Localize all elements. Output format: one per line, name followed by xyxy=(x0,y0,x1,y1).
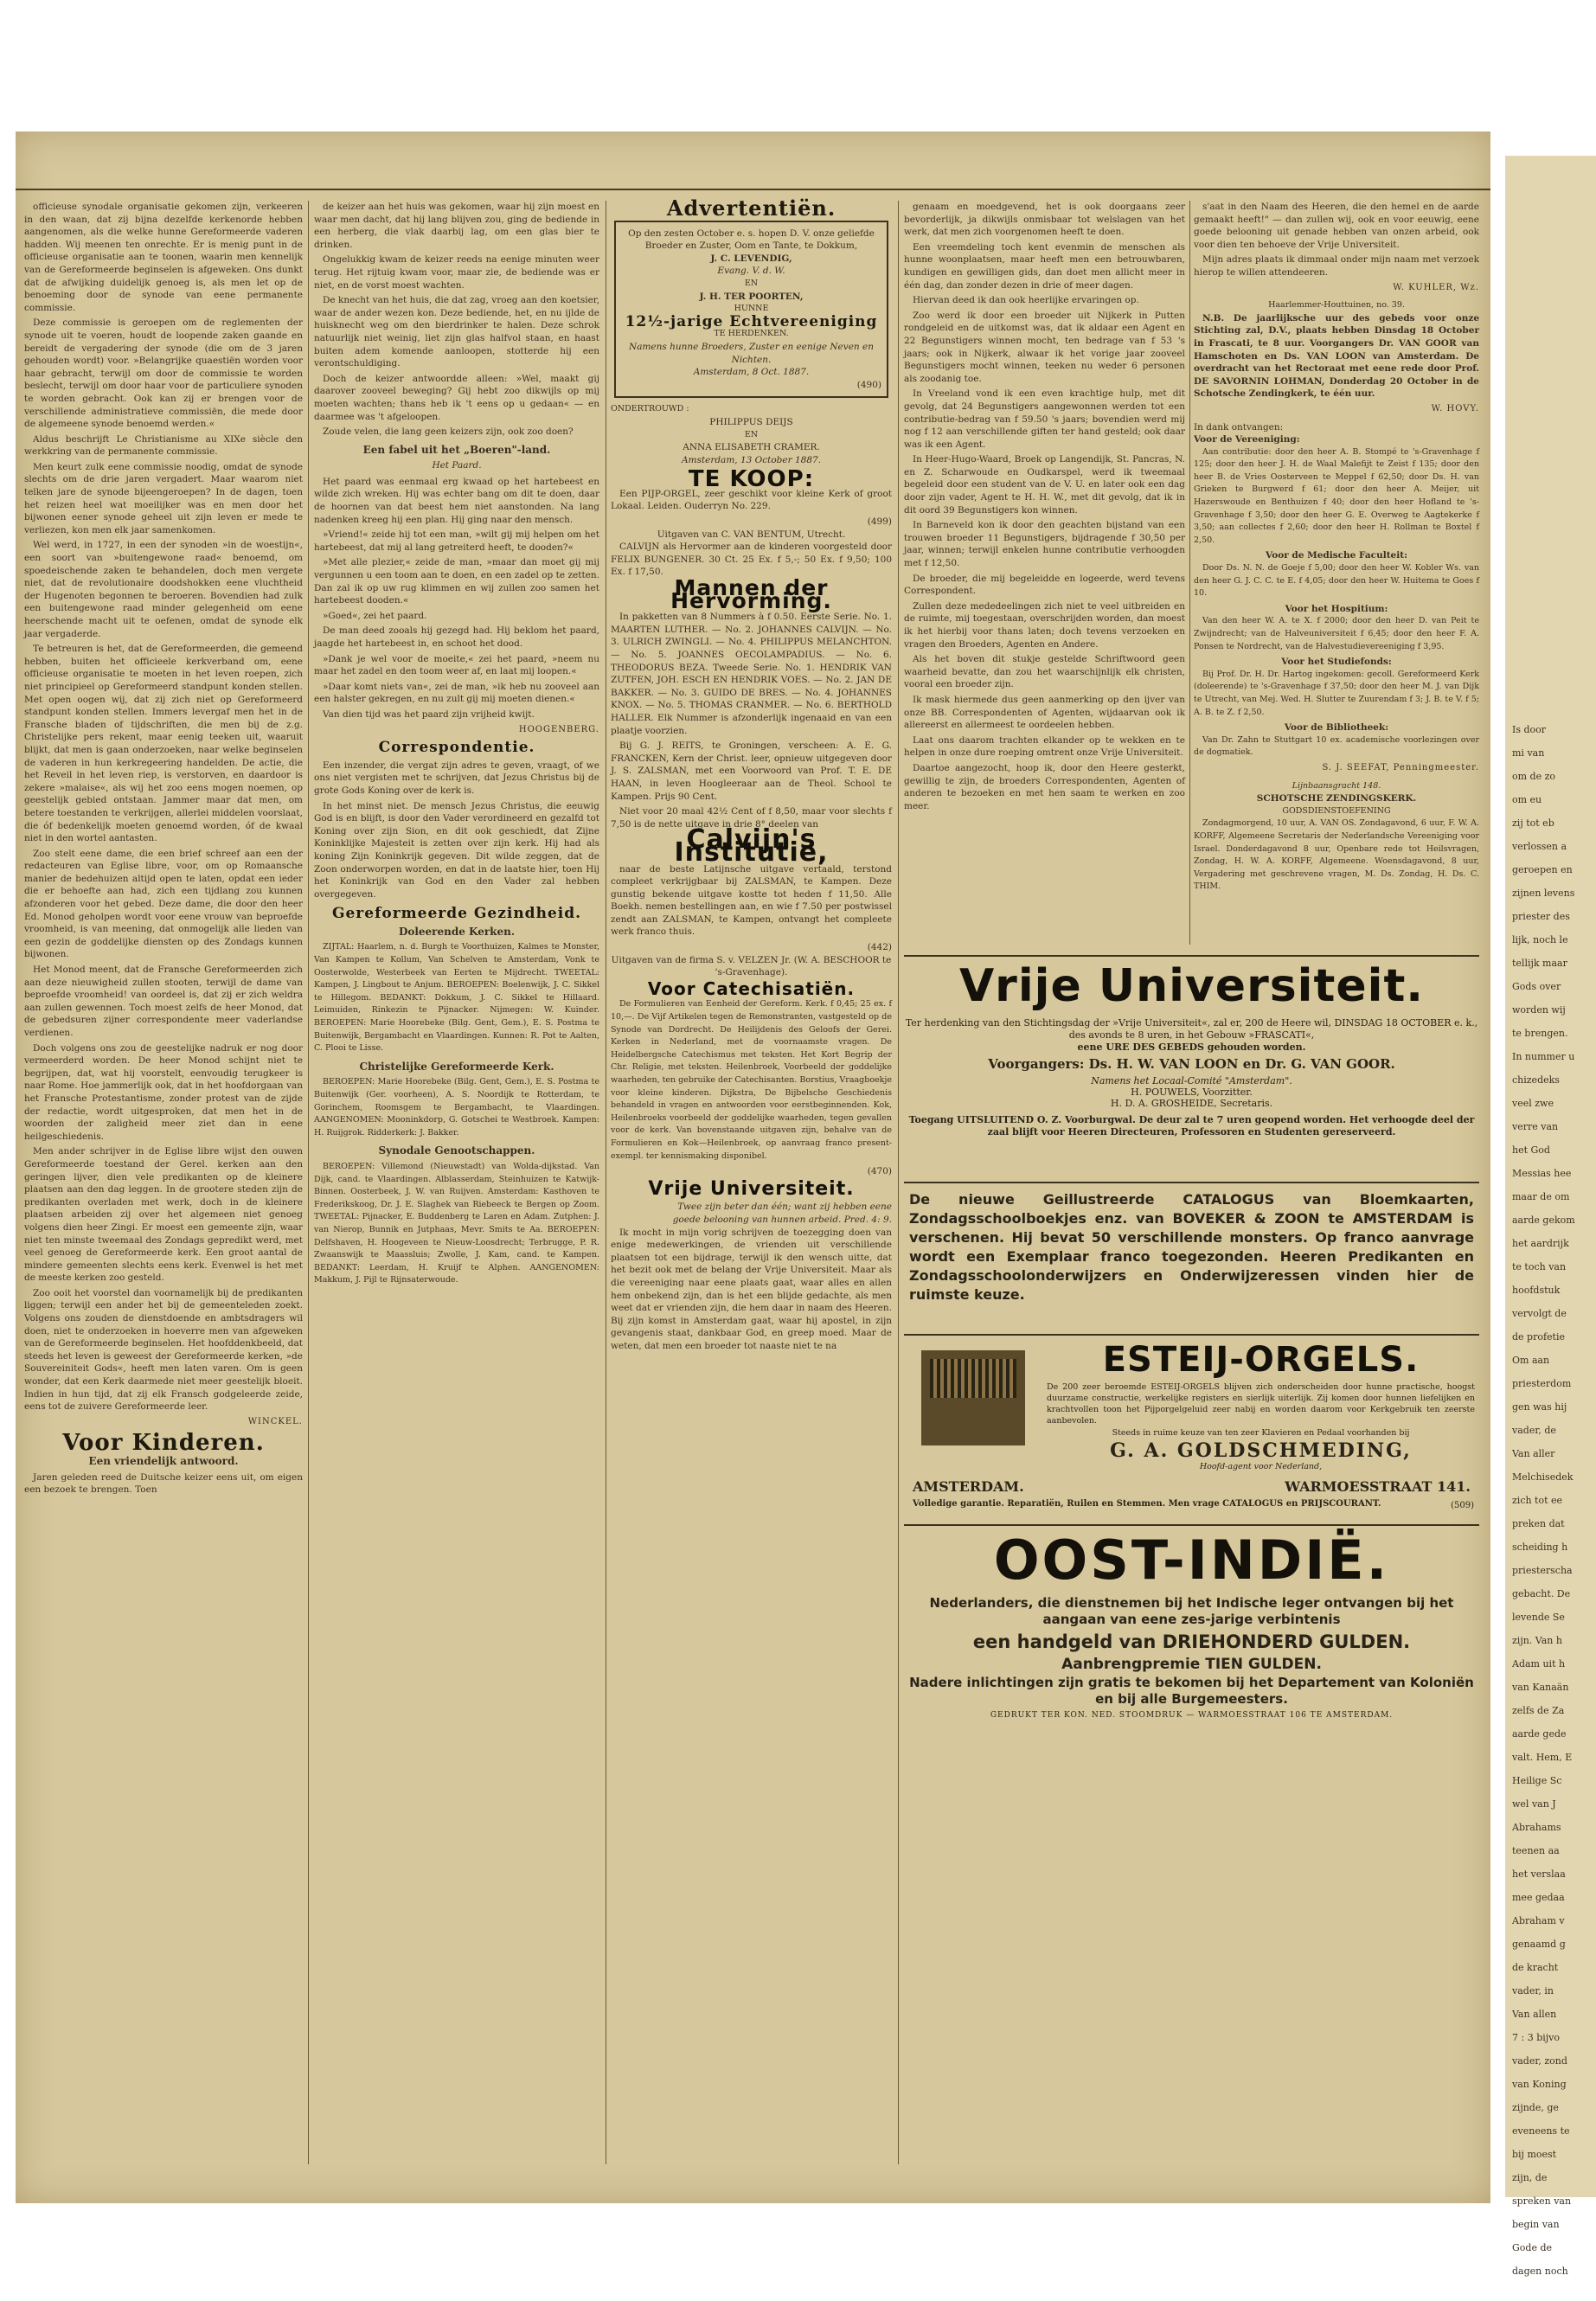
column-4 xyxy=(904,201,1185,945)
ad-line: Ter herdenking van den Stichtingsdag der »Vrije Universiteit«, zal er, 200 de Heere wil, DINSDAG 18 OCTOBER e. k., des avonds te 8 uren, in het Gebouw »FRASCATI«, xyxy=(905,1017,1478,1041)
strip-line: Abrahams xyxy=(1512,1822,1561,1833)
paragraph: In Barneveld kon ik door den geachten bijstand van een trouwen broeder 11 Begunstigers, bijdragende f 30,50 per jaar, winnen; terwijl enkelen hunne contributie verhoogden met f 12,50. xyxy=(904,520,1185,569)
paragraph: Laat ons daarom trachten elkander op te wekken en te helpen in onze dure roeping omtrent onze Vrije Universiteit. xyxy=(904,734,1185,759)
paragraph: In pakketten van 8 Nummers à f 0.50. Eerste Serie. No. 1. MAARTEN LUTHER. — No. 2. JOHANNES CALVIJN. — No. 3. ULRICH ZWINGLI. — No. 4. PHILIPPUS MELANCHTON. — No. 5. JOANNES OECOLAMPADIUS. — No. 6. THEODORUS BEZA. Tweede Serie. No. 1. HENDRIK VAN ZUTFEN, JOH. ESCH EN HENDRIK VOES. — No. 2. JAN DE BAKKER. — No. 3. GUIDO DE BRES. — No. 4. JOHANNES KNOX. — No. 5. THOMAS CRANMER. — No. 6. BERTHOLD HALLER. Elk Nummer is afzonderlijk ingenaaid en van een plaatje voorzien. xyxy=(611,612,892,736)
strip-line: dagen noch xyxy=(1512,2266,1568,2277)
ad-line: H. POUWELS, Voorzitter. xyxy=(1131,1086,1253,1098)
strip-line: zijn. Van h xyxy=(1512,1635,1562,1646)
paragraph: Als het boven dit stukje gestelde Schriftwoord geen waarheid bevatte, dan zou het waarschijnlijk elk christen, vooral een broeder zijn. xyxy=(904,654,1185,690)
strip-line: vader, de xyxy=(1512,1425,1556,1436)
paragraph: Een vreemdeling toch kent evenmin de menschen als hunne woonplaatsen, maar heeft men een betrouwbaren, kundigen en gewilligen gids, dan doet men allicht meer in één dag, dan zonder dezen in drie of meer dagen. xyxy=(904,241,1185,291)
strip-line: het aardrijk xyxy=(1512,1238,1569,1249)
paragraph: In Heer-Hugo-Waard, Broek op Langendijk, St. Pancras, N. en Z. Scharwoude en Oudkarspel, werd ik tweemaal begeleid door een student van de V. U. en later ook een dag door zijn vader, Agent te H. H. W., met dit gevolg, dat ik in dit oord 39 Begunstigers kon winnen. xyxy=(904,454,1185,516)
paragraph: In Vreeland vond ik een even krachtige hulp, met dit gevolg, dat 24 Begunstigers aangewonnen werden tot een contributie-bedrag van f 59.50 's jaars; bovendien werd mij nog f 12 aan verschillende giften ter hand gesteld; ook daar was ik een Agent. xyxy=(904,388,1185,450)
paragraph: Niet voor 20 maal 42½ Cent of f 8,50, maar voor slechts f 7,50 is de nette uitgave in drie 8° deelen van xyxy=(611,806,892,830)
paragraph: Zoude velen, die lang geen keizers zijn, ook zoo doen? xyxy=(323,426,574,438)
paragraph: »Vriend!« zeide hij tot een man, »wilt gij mij helpen om het hartebeest, dat mij al lang getreiterd heeft, te dooden?« xyxy=(314,529,599,553)
address: Haarlemmer-Houttuinen, no. 39. xyxy=(1268,300,1405,311)
ad-line: eene URE DES GEBEDS gehouden worden. xyxy=(1077,1042,1306,1053)
sub-title: GODSDIENSTOEFENING xyxy=(1282,805,1391,816)
column-2 xyxy=(314,201,599,2164)
ad-number: (442) xyxy=(867,942,892,953)
strip-line: mee gedaa xyxy=(1512,1892,1565,1903)
notice: N.B. De jaarlijksche uur des gebeds voor onze Stichting zal, D.V., plaats hebben Dinsdag 18 October in Frascati, te 8 uur. Voorgangers Dr. VAN GOOR van Hamschoten en Ds. VAN LOON van Amsterdam. De overdracht van het Rectoraat met eene rede door Prof. DE SAVORNIN LOHMAN, Donderdag 20 October in de Schotsche Zendingkerk, te één uur. xyxy=(1194,312,1479,400)
ad-number: (509) xyxy=(1451,1501,1474,1510)
section-title: Correspondentie. xyxy=(378,739,535,757)
signature: WINCKEL. xyxy=(247,1416,303,1426)
ad-name: PHILIPPUS DEIJS xyxy=(709,416,793,427)
ad-line: EN xyxy=(744,429,759,439)
ad-heading: 12½-jarige Echtvereeniging xyxy=(625,312,878,330)
paragraph: Ik mask hiermede dus geen aanmerking op den ijver van onze BB. Correspondenten of Agenten, wijdaarvan ook ik allereerst en allermeest te oordeelen hebben. xyxy=(904,694,1185,731)
paragraph: Jaren geleden reed de Duitsche keizer eens uit, om eigen een bezoek te brengen. Toen xyxy=(24,1471,303,1496)
ad-name: J. C. LEVENDIG, xyxy=(710,253,792,264)
strip-line: verlossen a xyxy=(1512,841,1567,852)
paragraph: »Dank je wel voor de moeite,« zei het paard, »neem nu maar het zadel en den toom weer af, en laat mij loopen.« xyxy=(314,653,599,677)
column-3 xyxy=(611,195,892,2164)
paragraph: Wel werd, in 1727, in een der synoden »in de woestijn«, een soort van »buitengewone raad« benoemd, om spoedeischende zaken te behandelen, doch men vergete niet, dat de revolutionaire doodshokken eene vluchtheid der Hugenoten begonnen te beroeren. Bovendien had zulk een buitengewone raad minder gelegenheid om eene heerschende macht uit te oefenen, omdat de synode elk jaar vergaderde. xyxy=(24,540,303,639)
sub-title: In dank ontvangen: xyxy=(1194,421,1284,433)
paragraph: Door Ds. N. N. de Goeje f 5,00; door den heer W. Kobler Ws. van den heer G. J. C. C. te E. f 4,05; door den heer W. Huitema te Goes f 10. xyxy=(1194,563,1479,599)
strip-line: priesterdom xyxy=(1512,1378,1572,1389)
organ-icon xyxy=(921,1350,1025,1445)
strip-line: begin van xyxy=(1512,2219,1560,2230)
address-row xyxy=(913,1478,1471,1495)
strip-line: In nummer u xyxy=(1512,1051,1575,1062)
ad-line: Nederlanders, die dienstnemen bij het Indische leger ontvangen bij het aangaan van eene zes-jarige verbintenis xyxy=(929,1595,1454,1627)
strip-line: mi van xyxy=(1512,747,1545,759)
strip-line: Is door xyxy=(1512,724,1547,735)
paragraph: officieuse synodale organisatie gekomen zijn, verkeeren in den waan, dat zij bijna dezelfde kerkenorde hebben aangenomen, als die welke hunne Gereformeerde vaderen hadden. Wij meenen ten onrechte. Er is menig punt in de officieuse organisatie aan te toonen, waarin men kennelijk van de Gereformeerde beginselen is afgeweken. Ons dunkt dat de afwijking duidelijk genoeg is, als men let op de benoeming door de synode van eene permanente commissie. xyxy=(24,202,303,313)
ad-street: WARMOESSTRAAT 141. xyxy=(1285,1478,1471,1495)
paragraph: Doch volgens ons zou de geestelijke nadruk er nog door vermeerderd worden. De heer Monod schijnt niet te begrijpen, dat, wat hij voorstelt, eenvoudig terugkeer is naar Rome. Hoe jammerlijk ook, dat in het hoofdorgaan van het Fransche Protestantisme, zonder protest van de zijde der redactie, wordt uitgesproken, dat men het in de woorden der zaligheid meer ziet dan in eene heilgeschiedenis. xyxy=(24,1042,303,1142)
announcement-box xyxy=(614,221,888,399)
signature: W. HOVY. xyxy=(1431,403,1479,413)
ad-text: De 200 zeer beroemde ESTEIJ-ORGELS blijven zich onderscheiden door hunne practische, hoogst duurzame constructie, werkelijke registers en sierlijk uiterlijk. Zij komen door hunnen liefelijken en krachtvollen toon het Pijporgelgeluid zeer nabij en worden daarom voor Kerkgebruik ten zeerste aanbevolen. xyxy=(1047,1382,1475,1426)
paragraph: Deze commissie is geroepen om de reglementen der synode uit te voeren, houdt de loopende zaken gaande en bereidt de vergadering der synode (die om de 3 jaren gehouden wordt) voor. »Belangrijke quaestiën worden voor haar gebracht, terwijl om door de commissie te worden beslecht, terwijl om door haar voor de particuliere synoden te worden gebracht. Ook kan zij er brengen voor de verschillende administratieve commissiën, die mede door de algemeene synode benoemd werden.« xyxy=(24,317,303,430)
paragraph: naar de beste Latijnsche uitgave vertaald, terstond compleet verkrijgbaar bij ZALSMAN, te Kampen. Deze gunstig bekende uitgave kostte tot heden f 11,50. Alle Boekh. nemen bestellingen aan, en wie f 7.50 per postwissel zendt aan ZALSMAN, te Kampen, ontvangt het compleete werk franco thuis. xyxy=(611,863,892,938)
quote: Twee zijn beter dan één; want zij hebben eene goede belooning van hunnen arbeid. Pred. 4: 9. xyxy=(672,1202,892,1225)
paragraph: Daartoe aangezocht, hoop ik, door den Heere gesterkt, gewillig te zijn, de broeders Correspondenten, Agenten of anderen te bezoeken en met hen saam te werken en zoo meer. xyxy=(904,762,1185,811)
strip-line: geroepen en xyxy=(1512,864,1573,875)
strip-line: genaamd g xyxy=(1512,1939,1566,1950)
paragraph: Aan contributie: door den heer A. B. Stompé te 's-Gravenhage f 125; door den heer J. H. de Waal Malefijt te Zeist f 135; door den heer B. de Vries Oosterveen te Meppel f 62,50; door Ds. H. van Grieken te Burgwerd f 61; door den heer A. Meijer, uit Hazerswoude en Benthuizen f 40; door den heer Hofland te 's-Gravenhage f 3,50; door den heer G. E. Overweg te Aagtekerke f 3,50; aan collectes f 2,60; door den heer H. Rollman te Boxtel f 2,50. xyxy=(1194,446,1479,545)
sub-title: Christelijke Gereformeerde Kerk. xyxy=(359,1060,554,1073)
ad-heading: TE KOOP: xyxy=(688,466,815,493)
ad-heading: Vrije Universiteit. xyxy=(648,1177,855,1200)
ad-heading: Vrije Universiteit. xyxy=(958,960,1425,1012)
organ-advert xyxy=(904,1338,1479,1526)
adjacent-page-text xyxy=(1512,718,1590,2277)
ad-line: H. D. A. GROSHEIDE, Secretaris. xyxy=(1110,1098,1273,1109)
paragraph: Een inzender, die vergat zijn adres te geven, vraagt, of we ons niet vergisten met te schrijven, dat Jezus Christus bij de grote Gods Koning over de kerk is. xyxy=(314,760,599,796)
sub-title: Voor het Hospitium: xyxy=(1285,603,1388,614)
sub-title: SCHOTSCHE ZENDINGSKERK. xyxy=(1256,793,1417,804)
paragraph: Mijn adres plaats ik dimmaal onder mijn naam met verzoek hierop te willen attendeeren. xyxy=(1194,254,1479,278)
ad-line: Nadere inlichtingen zijn gratis te bekomen bij het Departement van Koloniën en bij alle Burgemeesters. xyxy=(909,1675,1474,1707)
paragraph: Zondagmorgend, 10 uur, A. VAN OS. Zondagavond, 6 uur, F. W. A. KORFF, Algemeene Secretaris der Nederlandsche Vereeniging voor Israel. Donderdagavond 8 uur, Openbare rede tot Heilsvragen, Zondag, H. W. A. KORFF, Algemeene. Woensdagavond, 8 uur, Vergadering met geschrevene vragen, M. Ds. Zondag, H. Ds. C. THIM. xyxy=(1194,818,1479,892)
sub-title: Voor de Bibliotheek: xyxy=(1284,722,1389,734)
sub-title: Voor de Vereeniging: xyxy=(1194,434,1300,445)
strip-line: chizedeks xyxy=(1512,1074,1560,1086)
paragraph: Zoo ooit het voorstel dan voornamelijk bij de predikanten liggen; terwijl een ander het bij de gemeenteleden zoekt. Volgens ons zouden de dienstdoende en ambtsdragers wil doen, niet te onderzoeken in hoeverre men van afgeweken van de Gereformeerde beginselen. Het hoofddenkbeeld, dat steeds het leven is geweest der Gereformeerde kerken, »de Souvereiniteit Gods«, heeft men laten varen. Om is geen wonder, dat een Kerk daarmede niet meer geestelijk bloeit. Indien in hun tijd, dat zij elk Fransch godgeleerde zeide, eens tot de zuivere Gereformeerde leer. xyxy=(24,1287,303,1413)
strip-line: zich tot ee xyxy=(1512,1495,1563,1506)
paragraph: de keizer aan het huis was gekomen, waar hij zijn moest en waar men dacht, dat hij lang blijven zou, ging de bediende in een herberg, die vlak daarbij lag, om een glas bier te drinken. xyxy=(314,202,599,250)
ad-place: Amsterdam, 13 October 1887. xyxy=(681,454,822,465)
ad-line: Aanbrengpremie TIEN GULDEN. xyxy=(1061,1656,1322,1673)
paragraph: Een PIJP-ORGEL, zeer geschikt voor kleine Kerk of groot Lokaal. Leiden. Ouderryn No. 229. xyxy=(611,488,892,512)
column-5 xyxy=(1194,201,1479,945)
vu-advert xyxy=(904,955,1479,1183)
ad-line: Namens hunne Broeders, Zuster en eenige Neven en Nichten. xyxy=(629,341,874,365)
paragraph: De Formulieren van Eenheid der Gereform. Kerk. f 0,45; 25 ex. f 10,—. De Vijf Artikelen tegen de Remonstranten, vastgesteld op de Synode van Dordrecht. De Heilijdenis des Geloofs der Gerei. Kerken in Nederland, met de voornaamste vragen. De Heidelbergsche Catechismus met teksten. Het Kort Begrip der Chr. Religie, met teksten. Heilenbroek, Voorbeeld der goddelijke waarheden, ten gebruike der Catechisanten. Borstius, Vraagboekje voor kleine kinderen. Dijkstra, De Bijbelsche Geschiedenis behandeld in vragen en antwoorden voor eerstbeginnenden. Kok, Heilenbroeks voorbeeld der goddelijke waarheden, tegen gevallen voor de kerk. Van bovenstaande uitgaven zijn, behalve van de Formulieren en Kok—Heilenbroek, op aanvraag franco present-exempl. ter kennismaking disponibel. xyxy=(611,999,892,1161)
strip-line: vader, in xyxy=(1512,1985,1554,1997)
ad-footer: Volledige garantie. Reparatiën, Ruilen en Stemmen. Men vrage CATALOGUS en PRIJSCOURANT. xyxy=(913,1499,1381,1509)
ad-line: TE HERDENKEN. xyxy=(714,329,789,339)
strip-line: de profetie xyxy=(1512,1331,1565,1343)
paragraph: Men keurt zulk eene commissie noodig, omdat de synode slechts om de drie jaren vergadert. Maar waarom niet telken jare de synode bijeengeroepen? In de dagen, toen het reizen heel wat moeilijker was en men door het bijwonen eener synode geheel uit zijn leven er mede te verliezen, kon men elk jaar samenkomen. xyxy=(24,461,303,535)
strip-line: om eu xyxy=(1512,794,1542,805)
organ-illustration xyxy=(913,1347,1034,1449)
column-divider xyxy=(898,201,899,2164)
strip-line: 7 : 3 bijvo xyxy=(1512,2032,1560,2043)
paragraph: Doch de keizer antwoordde alleen: »Wel, maakt gij daarover zooveel beweging? Gij hebt zoo dikwijls op mij moeten wachten; thans heb ik 't eens op u gedaan« — en daarmee was 't afgeloopen. xyxy=(314,373,599,422)
paragraph: De man deed zooals hij gezegd had. Hij beklom het paard, jaagde het hartebeest in, en schoot het dood. xyxy=(314,625,599,649)
ad-line: Namens het Locaal-Comité "Amsterdam". xyxy=(1091,1075,1292,1086)
strip-line: gen was hij xyxy=(1512,1401,1567,1413)
strip-line: Abraham v xyxy=(1512,1915,1565,1926)
paragraph: Ik mocht in mijn vorig schrijven de toezegging doen van enige medewerkingen, de vrienden uit verschillende plaatsen tot een bijdrage, terwijl ik den wensch uitte, dat het bezit ook met de belang der Vrije Universiteit. Maar als die vereeniging naar eene plaats gaat, waar alles en allen hem onbekend zijn, dan is het een blijde gedachte, als men weet dat er vrienden zijn, die hem daar in naam des Heeren. Bij zijn komst in Amsterdam gaat, waar hij apostel, in zijn gevangenis staat, dankbaar God, en greep moed. Maar de weten, dat men een broeder tot naaste niet te na xyxy=(611,1227,892,1351)
strip-line: aarde gekom xyxy=(1512,1215,1575,1226)
ad-heading: Voor Catechisatiën. xyxy=(647,977,856,999)
strip-line: bij moest xyxy=(1512,2149,1557,2160)
strip-line: hoofdstuk xyxy=(1512,1285,1561,1296)
strip-line: priester des xyxy=(1512,911,1570,922)
strip-line: verre van xyxy=(1512,1121,1559,1132)
strip-line: eveneens te xyxy=(1512,2125,1570,2137)
paragraph: BEROEPEN: Marie Hoorebeke (Bilg. Gent, Gem.), E. S. Postma te Buitenwijk (Ger. voorheen), A. S. Noordijk te Rotterdam, te Gorinchem, Roomsgem te Bergambacht, te Vlaardingen. AANGENOMEN: Mooninkdorp, G. Gotschei te Westbroek. Kampen: H. Ruijgrok. Ridderkerk: J. Bakker. xyxy=(314,1077,599,1138)
ad-number: (470) xyxy=(867,1166,892,1177)
strip-line: veel zwe xyxy=(1512,1098,1554,1109)
paragraph: Aldus beschrijft Le Christianisme au XIXe siècle den werkkring van de permanente commissie. xyxy=(24,433,303,458)
strip-line: gebacht. De xyxy=(1512,1588,1571,1599)
paragraph: Zullen deze mededeelingen zich niet te veel uitbreiden en de ruimte, mij toegestaan, overschrijden worden, dan moest ik het hierbij voor thans laten; doch tevens verzoeken en vragen den Broeders, Agenten en Andere. xyxy=(904,600,1185,650)
paragraph: »Daar komt niets van«, zei de man, »ik heb nu zooveel aan een halster gekregen, en nu zult gij mij moeten dienen.« xyxy=(314,681,599,705)
signature: S. J. SEEFAT, Penningmeester. xyxy=(1322,762,1479,772)
paragraph: Hiervan deed ik dan ook heerlijke ervaringen op. xyxy=(913,295,1139,306)
strip-line: Van aller xyxy=(1512,1448,1555,1459)
ad-heading: Calvijn's Institutie, xyxy=(674,824,829,868)
ad-line: Voorgangers: Ds. H. W. VAN LOON en Dr. G. VAN GOOR. xyxy=(988,1056,1395,1072)
newspaper-page xyxy=(16,131,1490,2203)
strip-line: te toch van xyxy=(1512,1261,1567,1272)
strip-line: Gode de xyxy=(1512,2242,1553,2253)
paragraph: Het paard was eenmaal erg kwaad op het hartebeest en wilde zich wreken. Hij was echter bang om dit te doen, daar de hoornen van dat beest hem niet aanstonden. Na lang nadenken kreeg hij een plan. Hij ging naar den mensch. xyxy=(314,476,599,525)
fable-title: Een fabel uit het „Boeren"-land. xyxy=(362,443,551,456)
strip-line: van Kanaän xyxy=(1512,1682,1569,1693)
ad-line: een handgeld van DRIEHONDERD GULDEN. xyxy=(972,1631,1411,1652)
strip-line: preken dat xyxy=(1512,1518,1565,1529)
column-divider xyxy=(1189,201,1190,945)
section-title: Advertentiën. xyxy=(666,195,836,221)
strip-line: te brengen. xyxy=(1512,1028,1568,1039)
strip-line: levende Se xyxy=(1512,1612,1565,1623)
ad-name: ANNA ELISABETH CRAMER. xyxy=(683,442,820,453)
paragraph: »Met alle plezier,« zeide de man, »maar dan moet gij mij vergunnen u een toom aan te doen, en een zadel op te zetten. Dan zal ik op uw rug klimmen en wij zullen zoo samen het hartebeest dooden.« xyxy=(314,557,599,606)
paragraph: Men ander schrijver in de Eglise libre wijst den ouwen Gereformeerde toestand der Gerel. kerken aan den geringen lijver, dien vele predikanten op de kleinere plaatsen aan den dag leggen. In de grootere steden zijn de predikanten overladen met werk, doch in de kleinere plaatsen arbeiden zij over het algemeen niet genoeg volgens dien heer Zingi. Er moest een gemeente zijn, waar niet ten minste tweemaal des Zondags gepredikt werd, met veel genoeg de Gereformeerde kerk. Een groot aantal de mindere gemeenten slechts eens kerk. Evenwel is het met de meeste kerken zoo gesteld. xyxy=(24,1146,303,1284)
paragraph: Het Monod meent, dat de Fransche Gereformeerden zich aan deze nieuwigheid zullen stooten, terwijl de dame van beproefde vroomheid! van oordeel is, dat zij er zich weldra aan zullen gewennen. Toch moest zelfs de heer Monod, dat de gebedsuren zijner correspondente meer vaderlandse verdienen. xyxy=(24,965,303,1038)
strip-line: wel van J xyxy=(1512,1798,1556,1810)
ad-city: AMSTERDAM. xyxy=(913,1478,1024,1495)
signature: HOOGENBERG. xyxy=(518,724,599,734)
paragraph: ZIJTAL: Haarlem, n. d. Burgh te Voorthuizen, Kalmes te Monster, Van Kampen te Kollum, Van Schelven te Amsterdam, Vonk te Oosterwolde, Westerbeek van Eerten te Mijdrecht. TWEETAL: Kampen, J. Lingbout te Anjum. BEROEPEN: Boelenwijk, J. C. Sikkel te Hillegom. BEDANKT: Dokkum, J. C. Sikkel te Hillaard. Leimuiden, Rinkezin te Pijnacker. Nijmegen: W. Kuinder. BEROEPEN: Marie Hoorebeke (Bilg. Gent, Gem.), E. S. Postma te Buitenwijk, Bergambacht en Vlaardingen. Kunnen: R. Pot te Aalten, C. Plooi te Lisse. xyxy=(314,942,599,1054)
fable-subtitle: Het Paard. xyxy=(432,460,482,471)
paragraph: Zoo stelt eene dame, die een brief schreef aan een der redacteuren van Eglise libre, voor, om op Romaansche manier de bedehuizen altijd open te laten, opdat een ieder die er behoefte aan had, zich een tijdlang zou kunnen afzonderen voor het gebed. Deze dame, die door den heer Ed. Monod geholpen wordt voor eene vrouw van beproefde vroomheid, is van meening, dat onmogelijk alle lieden van een gezin de goddelijke diensten op des Zondags kunnen bijwonen. xyxy=(24,848,303,960)
paragraph: genaam en moedgevend, het is ook doorgaans zeer bevorderlijk, ja dikwijls onmisbaar tot welslagen van het werk, dat men zich voorgenomen heeft te doen. xyxy=(904,202,1185,238)
address: Lijnbaansgracht 148. xyxy=(1292,780,1381,791)
signature: W. KUHLER, Wz. xyxy=(1393,282,1479,292)
ad-line: Toegang UITSLUITEND O. Z. Voorburgwal. De deur zal te 7 uren geopend worden. Het verhoogde deel der zaal blijft voor Heeren Directeuren, Professoren en Studenten gereserveerd. xyxy=(908,1114,1475,1138)
paragraph: Van den heer W. A. te X. f 2000; door den heer D. van Peit te Zwijndrecht; van de Halveuniversiteit f 6,45; door den heer F. A. Ponsen te Nordrecht, van de Halvestudievereeniging f 3,95. xyxy=(1194,616,1479,651)
paragraph: In het minst niet. De mensch Jezus Christus, die eeuwig God is en blijft, is door den Vader verordineerd en gezalfd tot Koning over zijn Sion, en dit ook geschiedt, dat Zijne Koninklijke Majesteit is zetten over zijn kerk. Hij had als koning Zijn Koninkrijk gegeven. Dit wilde zeggen, dat de Zoon onderworpen worden, en dat in de laatste hier, toen Hij het Koninkrijk van God en den Vader zal hebben overgegeven. xyxy=(314,800,599,900)
strip-line: zijnen levens xyxy=(1512,888,1575,899)
strip-line: vader, zond xyxy=(1512,2055,1567,2067)
section-title: Gereformeerde Gezindheid. xyxy=(331,905,582,923)
ad-line: HUNNE xyxy=(734,304,769,314)
ad-line: Op den zesten October e. s. hopen D. V. onze geliefde Broeder en Zuster, Oom en Tante, te Dokkum, xyxy=(628,228,875,252)
strip-line: Van allen xyxy=(1512,2009,1557,2020)
column-1 xyxy=(24,201,303,2164)
ad-heading: Mannen der Hervorming. xyxy=(670,575,832,613)
paragraph: Ongelukkig kwam de keizer reeds na eenige minuten weer terug. Het rijtuig kwam voor, maar zie, de bediende was er niet, en de vorst moest wachten. xyxy=(314,254,599,291)
column-divider xyxy=(308,201,309,2164)
strip-line: zelfs de Za xyxy=(1512,1705,1565,1716)
paragraph: Zoo werd ik door een broeder uit Nijkerk in Putten rondgeleid en de uitkomst was, dat ik aldaar een Agent en 22 Begunstigers winnen mocht, ten bedrage van f 53 's jaars; ook in Nijkerk, alwaar ik het vorige jaar zooveel Begunstigers mocht winnen, teeken nu weder 6 personen als zoodanig toe. xyxy=(904,310,1185,384)
ad-number: (490) xyxy=(856,379,881,390)
strip-line: het God xyxy=(1512,1144,1550,1156)
strip-line: Heilige Sc xyxy=(1512,1775,1562,1786)
strip-line: maar de om xyxy=(1512,1191,1570,1202)
ad-line: Uitgaven van de firma S. v. VELZEN Jr. (W. A. BESCHOOR te 's-Gravenhage). xyxy=(611,954,892,978)
strip-line: Adam uit h xyxy=(1512,1658,1566,1670)
strip-line: Om aan xyxy=(1512,1355,1550,1366)
printer-line: GEDRUKT TER KON. NED. STOOMDRUK — WARMOESSTRAAT 106 TE AMSTERDAM. xyxy=(990,1711,1394,1720)
ad-line: Hoofd-agent voor Nederland, xyxy=(1199,1462,1323,1471)
ad-text: De nieuwe Geillustreerde CATALOGUS van Bloemkaarten, Zondagsschoolboekjes enz. van BOVEKER & ZOON te AMSTERDAM is verschenen. Hij bevat 50 verschillende monsters. Op franco aanvrage wordt een Exemplaar franco toegezonden. Heeren Predikanten en Zondagsschoolonderwijzers en Onderwijzeressen vinden hier de ruimste keuze. xyxy=(909,1191,1474,1303)
ad-line: EN xyxy=(744,278,759,288)
ad-line: ONDERTROUWD : xyxy=(611,404,689,414)
ad-text: Steeds in ruime keuze van ten zeer Klavieren en Pedaal voorhanden bij xyxy=(1112,1428,1410,1438)
section-title: Voor Kinderen. xyxy=(62,1430,265,1457)
strip-line: teenen aa xyxy=(1512,1845,1560,1856)
strip-line: zijnde, ge xyxy=(1512,2102,1559,2113)
paragraph: »Goed«, zei het paard. xyxy=(323,610,427,621)
strip-line: zij tot eb xyxy=(1512,817,1554,829)
strip-line: Messias hee xyxy=(1512,1168,1572,1179)
paragraph: Bij G. J. REITS, te Groningen, verscheen: A. E. G. FRANCKEN, Kern der Christ. leer, opnieuw uitgegeven door J. S. ZALSMAN, met een Voorwoord van Prof. T. E. DE HAAN, in leven Hoogleeraar aan de Theol. School te Kampen. Prijs 90 Cent. xyxy=(611,740,892,802)
strip-line: tellijk maar xyxy=(1512,958,1567,969)
strip-line: vervolgt de xyxy=(1512,1308,1567,1319)
ad-name: J. H. TER POORTEN, xyxy=(699,291,804,302)
strip-line: van Koning xyxy=(1512,2079,1567,2090)
strip-line: spreken van xyxy=(1512,2195,1572,2207)
strip-line: valt. Hem, E xyxy=(1512,1752,1573,1763)
ad-note: Evang. V. d. W. xyxy=(717,266,785,277)
catalogue-advert xyxy=(904,1187,1479,1336)
sub-title: Synodale Genootschappen. xyxy=(378,1144,535,1157)
oost-indie-advert xyxy=(904,1529,1479,1745)
ad-number: (499) xyxy=(867,516,892,528)
ad-heading: ESTEIJ-ORGELS. xyxy=(1102,1340,1420,1380)
ad-place: Amsterdam, 8 Oct. 1887. xyxy=(693,367,810,378)
strip-line: aarde gede xyxy=(1512,1728,1567,1740)
paragraph: Van dien tijd was het paard zijn vrijheid kwijt. xyxy=(323,708,535,720)
strip-line: worden wij xyxy=(1512,1004,1566,1016)
top-rule xyxy=(16,189,1490,190)
strip-line: Gods over xyxy=(1512,981,1561,992)
paragraph: Van Dr. Zahn te Stuttgart 10 ex. academische voorlezingen over de dogmatiek. xyxy=(1194,734,1479,758)
strip-line: Melchisedek xyxy=(1512,1471,1574,1483)
strip-line: scheiding h xyxy=(1512,1541,1568,1553)
strip-line: zijn, de xyxy=(1512,2172,1548,2183)
paragraph: BEROEPEN: Villemond (Nieuwstadt) van Wolda-dijkstad. Van Dijk, cand. te Vlaardingen. Alblasserdam, Steinhuizen te Katwijk-Binnen. Oosterbeek, J. W. van Ruijven. Amsterdam: Kasthoven te Frederikskoog, Dr. J. E. Slaghek van Riebeeck te Bergen op Zoom. TWEETAL: Pijnacker, E. Buddenberg te Laren en Adam. Zutphen: J. van Nierop, Bunnik en Jutphaas, Mevr. Smits te Aa. BEROEPEN: Delfshaven, H. Hoogeveen te Nieuw-Loosdrecht; Terbrugge, P. R. Zwaanswijk te Maassluis; Zwolle, J. Kam, cand. te Kampen. BEDANKT: Leerdam, H. Kruijf te Alphen. AANGENOMEN: Makkum, J. Pijl te Rijnsaterwoude. xyxy=(314,1161,599,1285)
paragraph: De knecht van het huis, die dat zag, vroeg aan den koetsier, waar de ander wezen kon. Deze bediende, het, en nu ijlde de huisknecht weg om den bierdrinker te halen. Deze schrok natuurlijk niet weinig, liet zijn glas halfvol staan, en haast buiten adem komende aanloopen, stotterde hij een verontschuldiging. xyxy=(314,295,599,369)
ad-heading: OOST-INDIË. xyxy=(993,1529,1390,1592)
sub-title: Een vriendelijk antwoord. xyxy=(88,1455,239,1467)
sub-title: Doleerende Kerken. xyxy=(398,925,516,938)
paragraph: Bij Prof. Dr. H. Dr. Hartog ingekomen: gecoll. Gereformeerd Kerk (doleerende) te 's-Gravenhage f 37,50; door den heer M. J. van Dijk te Utrecht, van Mej. Wed. H. Slutter te Zuurendam f 3; J. B. te V. f 5; A. B. te Z. f 2,50. xyxy=(1194,669,1479,717)
strip-line: om de zo xyxy=(1512,771,1556,782)
ad-name: G. A. GOLDSCHMEDING, xyxy=(1110,1439,1412,1462)
paragraph: CALVIJN als Hervormer aan de kinderen voorgesteld door FELIX BUNGENER. 30 Ct. 25 Ex. f 5,-; 50 Ex. f 9,50; 100 Ex. f 17,50. xyxy=(611,542,892,578)
paragraph: Te betreuren is het, dat de Gereformeerden, die gemeend hebben, buiten het officieele kerkverband om, eene officieuse organisatie te moeten in het leven roepen, zich niet principieel op Gereformeerd standpunt konden stellen. Met open oogen wij, dat zij zich niet op Gereformeerd standpunt konden stellen. Immers levergaf men het in de Fransche bladen of tijdschriften, die men bij de z.g. Christelijke pers rekent, maar eenig teeken uit, waaruit blijkt, dat men is gaan onderzoeken, naar welke beginselen de vaderen in hun kerkregeering handelden. De actie, die het Reveil in het leven riep, is verstorven, en daardoor is zekere »malaise«, als wij het zoo eens mogen noemen, op geestelijk gebied ontstaan. Jammer maar dat men, om betere toestanden te verkrijgen, allerlei middelen voorslaat, die óf bedenkelijk moeten genoemd worden, óf de kwaal niet in den wortel aantasten. xyxy=(24,644,303,844)
strip-line: het verslaa xyxy=(1512,1868,1566,1880)
strip-line: priesterscha xyxy=(1512,1565,1573,1576)
sub-title: Voor de Medische Faculteit: xyxy=(1266,550,1407,561)
strip-line: lijk, noch le xyxy=(1512,934,1568,945)
strip-line: de kracht xyxy=(1512,1962,1559,1973)
paragraph: De broeder, die mij begeleidde en logeerde, werd tevens Correspondent. xyxy=(904,573,1185,597)
paragraph: s'aat in den Naam des Heeren, die den hemel en de aarde gemaakt heeft!" — dan zullen wij, ook en voor eeuwig, eene goede belooning uit genade hebben van onzen arbeid, ook voor dien ten behoeve der Vrije Universiteit. xyxy=(1194,202,1479,250)
sub-title: Voor het Studiefonds: xyxy=(1281,657,1392,668)
ad-line: Uitgaven van C. VAN BENTUM, Utrecht. xyxy=(657,529,846,540)
